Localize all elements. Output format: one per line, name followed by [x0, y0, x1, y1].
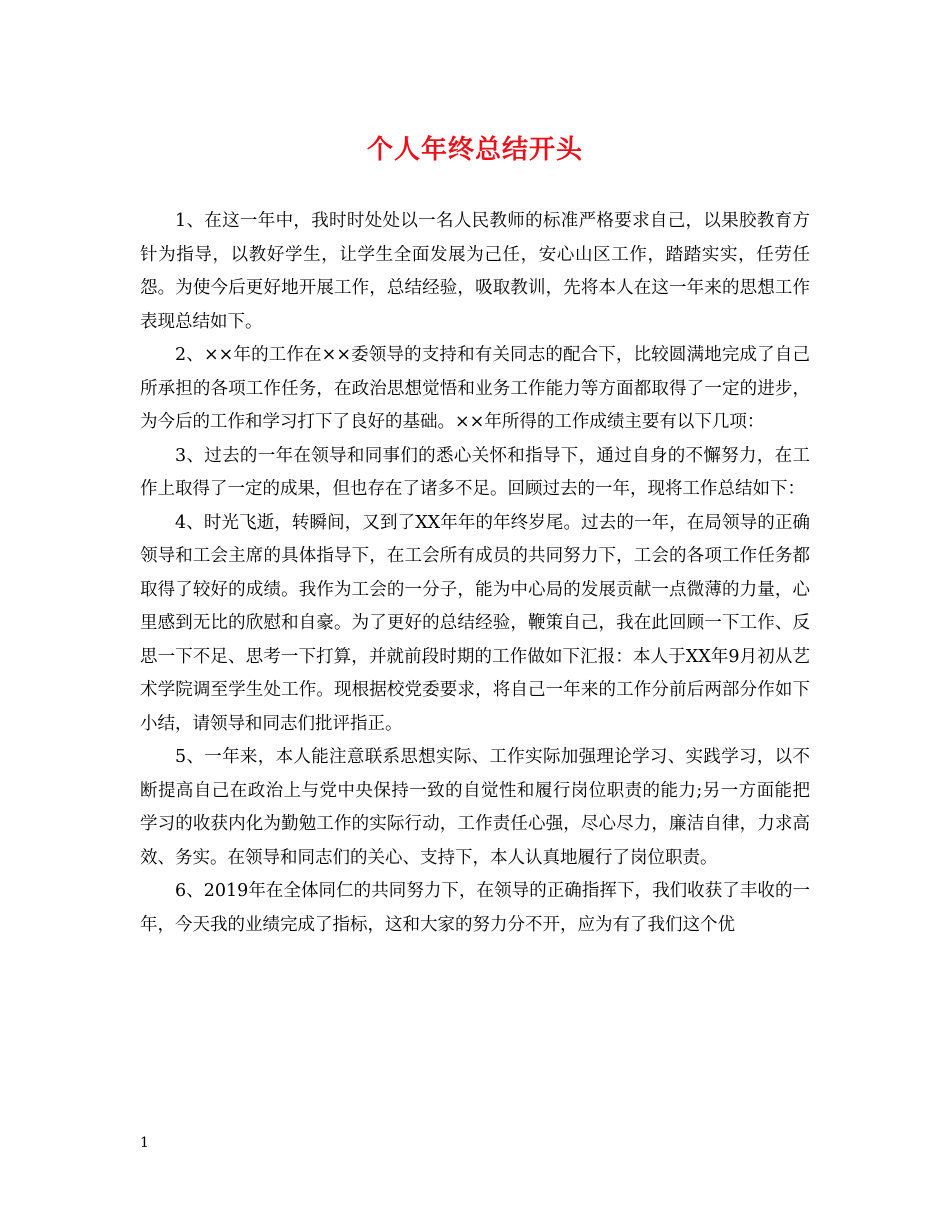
paragraph-3: 3、过去的一年在领导和同事们的悉心关怀和指导下，通过自身的不懈努力，在工作上取得了一定的成果，但也存在了诸多不足。回顾过去的一年，现将工作总结如下： — [140, 445, 810, 499]
paragraph-5: 5、一年来，本人能注意联系思想实际、工作实际加强理论学习、实践学习，以不断提高自己在政治上与党中央保持一致的自觉性和履行岗位职责的能力;另一方面能把学习的收获内化为勤勉工作的实际行动，工作责任心强，尽心尽力，廉洁自律，力求高效、务实。在领导和同志们的关心、支持下，本人认真地履行了岗位职责。 — [140, 747, 810, 868]
page-number: 1 — [140, 1135, 149, 1151]
paragraph-6: 6、2019年在全体同仁的共同努力下，在领导的正确指挥下，我们收获了丰收的一年，今天我的业绩完成了指标，这和大家的努力分不开，应为有了我们这个优 — [140, 881, 810, 935]
paragraph-4: 4、时光飞逝，转瞬间，又到了XX年年的年终岁尾。过去的一年，在局领导的正确领导和工会主席的具体指导下，在工会所有成员的共同努力下，工会的各项工作任务都取得了较好的成绩。我作为工会的一分子，能为中心局的发展贡献一点微薄的力量，心里感到无比的欣慰和自豪。为了更好的总结经验，鞭策自己，我在此回顾一下工作、反思一下不足、思考一下打算，并就前段时期的工作做如下汇报：本人于XX年9月初从艺术学院调至学生处工作。现根据校党委要求，将自己一年来的工作分前后两部分作如下小结，请领导和同志们批评指正。 — [140, 512, 810, 734]
paragraph-1: 1、在这一年中，我时时处处以一名人民教师的标准严格要求自己，以果胶教育方针为指导，以教好学生，让学生全面发展为己任，安心山区工作，踏踏实实，任劳任怨。为使今后更好地开展工作，总结经验，吸取教训，先将本人在这一年来的思想工作表现总结如下。 — [140, 211, 810, 332]
document-title: 个人年终总结开头 — [366, 135, 583, 165]
paragraph-2: 2、××年的工作在××委领导的支持和有关同志的配合下，比较圆满地完成了自己所承担的各项工作任务，在政治思想觉悟和业务工作能力等方面都取得了一定的进步，为今后的工作和学习打下了良好的基础。××年所得的工作成绩主要有以下几项： — [140, 345, 810, 432]
document-body — [140, 205, 810, 942]
